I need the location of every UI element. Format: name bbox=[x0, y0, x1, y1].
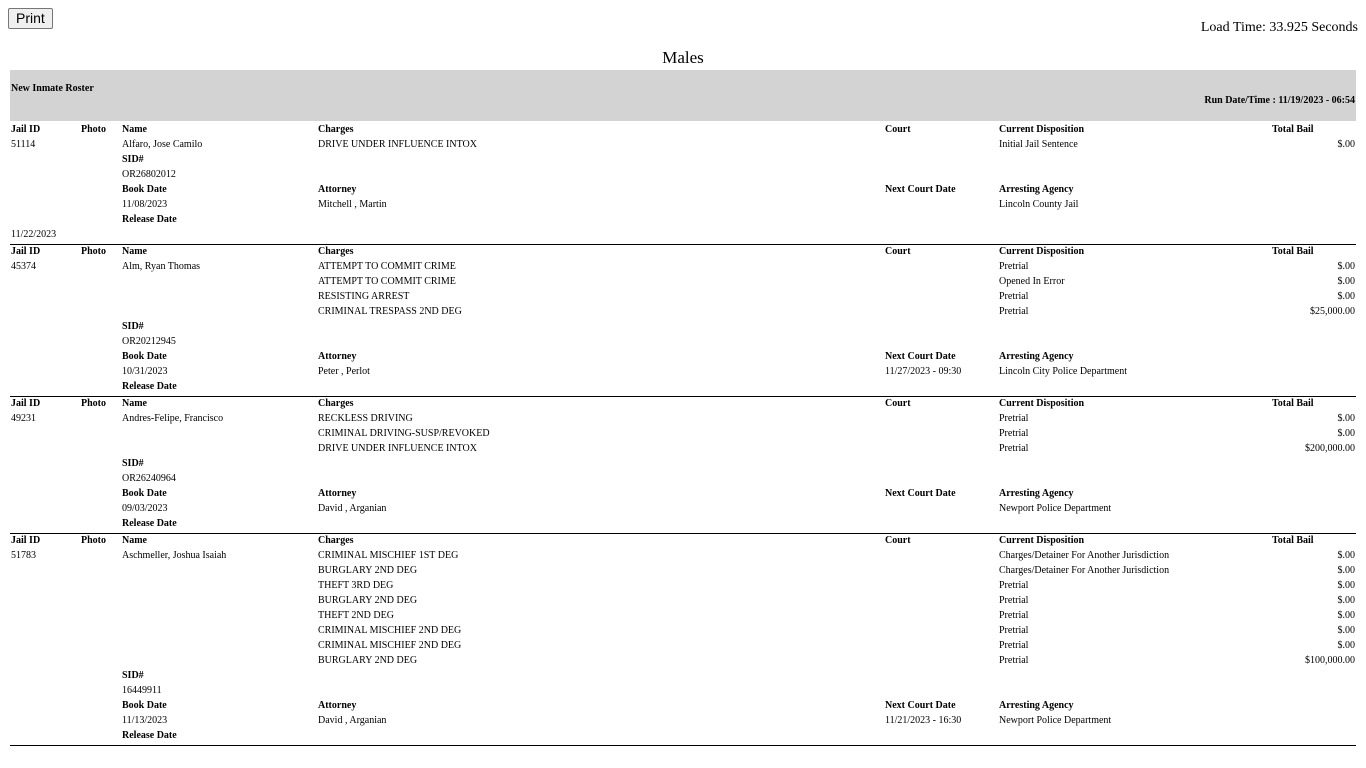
release-date-label: Release Date bbox=[122, 730, 177, 741]
charge-row bbox=[10, 306, 1356, 321]
arresting-agency-value: Newport Police Department bbox=[999, 503, 1112, 514]
disposition-text: Charges/Detainer For Another Jurisdiction bbox=[999, 565, 1170, 576]
disposition-text: Pretrial bbox=[999, 640, 1029, 651]
sid-label: SID# bbox=[122, 670, 144, 681]
jail-id-label: Jail ID bbox=[11, 246, 41, 257]
book-date-label: Book Date bbox=[122, 488, 167, 499]
next-court-date-label: Next Court Date bbox=[885, 700, 956, 711]
sid-label: SID# bbox=[122, 321, 144, 332]
book-date-label: Book Date bbox=[122, 351, 167, 362]
booking-value-row bbox=[10, 366, 1356, 381]
charge-row bbox=[10, 580, 1356, 595]
charge-row bbox=[10, 565, 1356, 580]
attorney-value: Mitchell , Martin bbox=[318, 199, 387, 210]
jail-id-label: Jail ID bbox=[11, 398, 41, 409]
bail-amount: $.00 bbox=[1337, 276, 1355, 287]
inmate-record bbox=[10, 246, 1356, 397]
arresting-agency-label: Arresting Agency bbox=[999, 351, 1074, 362]
sid-label: SID# bbox=[122, 458, 144, 469]
charge-text: THEFT 2ND DEG bbox=[318, 610, 394, 621]
bail-amount: $.00 bbox=[1337, 580, 1355, 591]
roster-title: New Inmate Roster bbox=[11, 83, 94, 94]
sid-value-row bbox=[10, 336, 1356, 351]
bail-amount: $100,000.00 bbox=[1305, 655, 1355, 666]
bail-amount: $.00 bbox=[1337, 640, 1355, 651]
inmate-record bbox=[10, 535, 1356, 746]
attorney-value: Peter , Perlot bbox=[318, 366, 370, 377]
disposition-text: Pretrial bbox=[999, 655, 1029, 666]
charge-text: CRIMINAL MISCHIEF 2ND DEG bbox=[318, 640, 462, 651]
disposition-text: Pretrial bbox=[999, 306, 1029, 317]
photo-label: Photo bbox=[81, 535, 106, 546]
sid-label-row bbox=[10, 458, 1356, 473]
charge-row bbox=[10, 413, 1356, 428]
bail-amount: $.00 bbox=[1337, 413, 1355, 424]
arresting-agency-label: Arresting Agency bbox=[999, 184, 1074, 195]
charges-label: Charges bbox=[318, 398, 354, 409]
release-label-row bbox=[10, 381, 1356, 396]
charge-text: DRIVE UNDER INFLUENCE INTOX bbox=[318, 443, 477, 454]
release-date-label: Release Date bbox=[122, 518, 177, 529]
section-title: Males bbox=[662, 48, 704, 67]
booking-value-row bbox=[10, 503, 1356, 518]
disposition-text: Charges/Detainer For Another Jurisdiction bbox=[999, 550, 1170, 561]
booking-header-row bbox=[10, 488, 1356, 503]
book-date-value: 09/03/2023 bbox=[122, 503, 168, 514]
book-date-value: 11/08/2023 bbox=[122, 199, 168, 210]
bail-amount: $.00 bbox=[1337, 625, 1355, 636]
charges-label: Charges bbox=[318, 535, 354, 546]
booking-value-row bbox=[10, 199, 1356, 214]
charge-row bbox=[10, 139, 1356, 154]
bail-amount: $.00 bbox=[1337, 550, 1355, 561]
release-label-row bbox=[10, 730, 1356, 745]
record-header-row bbox=[10, 398, 1356, 413]
court-label: Court bbox=[885, 246, 911, 257]
release-label-row bbox=[10, 214, 1356, 229]
record-header-row bbox=[10, 246, 1356, 261]
bail-amount: $200,000.00 bbox=[1305, 443, 1355, 454]
sid-label-row bbox=[10, 670, 1356, 685]
arresting-agency-label: Arresting Agency bbox=[999, 700, 1074, 711]
current-disposition-label: Current Disposition bbox=[999, 535, 1085, 546]
charge-text: BURGLARY 2ND DEG bbox=[318, 655, 418, 666]
disposition-text: Pretrial bbox=[999, 580, 1029, 591]
bail-amount: $.00 bbox=[1337, 565, 1355, 576]
next-court-date-value: 11/27/2023 - 09:30 bbox=[885, 366, 962, 377]
bail-amount: $.00 bbox=[1337, 139, 1355, 150]
jail-id-value: 51783 bbox=[11, 550, 36, 561]
sid-label-row bbox=[10, 154, 1356, 169]
attorney-label: Attorney bbox=[318, 488, 357, 499]
disposition-text: Pretrial bbox=[999, 291, 1029, 302]
booking-header-row bbox=[10, 700, 1356, 715]
bail-amount: $.00 bbox=[1337, 291, 1355, 302]
jail-id-label: Jail ID bbox=[11, 124, 41, 135]
booking-header-row bbox=[10, 184, 1356, 199]
load-time-text: Load Time: 33.925 Seconds bbox=[1200, 20, 1358, 35]
disposition-text: Pretrial bbox=[999, 595, 1029, 606]
inmate-name: Andres-Felipe, Francisco bbox=[122, 413, 224, 424]
jail-id-label: Jail ID bbox=[11, 535, 41, 546]
charge-text: THEFT 3RD DEG bbox=[318, 580, 394, 591]
run-datetime: Run Date/Time : 11/19/2023 - 06:54 bbox=[1204, 95, 1355, 106]
sid-value-row bbox=[10, 685, 1356, 700]
booking-header-row bbox=[10, 351, 1356, 366]
charge-text: RESISTING ARREST bbox=[318, 291, 410, 302]
photo-label: Photo bbox=[81, 246, 106, 257]
record-header-row bbox=[10, 124, 1356, 139]
photo-label: Photo bbox=[81, 124, 106, 135]
name-label: Name bbox=[122, 535, 147, 546]
bail-amount: $25,000.00 bbox=[1310, 306, 1355, 317]
disposition-text: Opened In Error bbox=[999, 276, 1065, 287]
charge-row bbox=[10, 640, 1356, 655]
next-court-date-label: Next Court Date bbox=[885, 184, 956, 195]
disposition-text: Pretrial bbox=[999, 428, 1029, 439]
inmate-name: Alm, Ryan Thomas bbox=[122, 261, 201, 272]
charge-row bbox=[10, 428, 1356, 443]
charge-text: ATTEMPT TO COMMIT CRIME bbox=[318, 261, 456, 272]
book-date-label: Book Date bbox=[122, 184, 167, 195]
charge-row bbox=[10, 625, 1356, 640]
attorney-value: David , Arganian bbox=[318, 503, 387, 514]
disposition-text: Pretrial bbox=[999, 443, 1029, 454]
name-label: Name bbox=[122, 246, 147, 257]
charge-row bbox=[10, 550, 1356, 565]
name-label: Name bbox=[122, 398, 147, 409]
current-disposition-label: Current Disposition bbox=[999, 246, 1085, 257]
jail-id-value: 49231 bbox=[11, 413, 36, 424]
next-court-date-label: Next Court Date bbox=[885, 488, 956, 499]
bail-amount: $.00 bbox=[1337, 610, 1355, 621]
arresting-agency-value: Newport Police Department bbox=[999, 715, 1112, 726]
disposition-text: Pretrial bbox=[999, 413, 1029, 424]
disposition-text: Initial Jail Sentence bbox=[999, 139, 1078, 150]
record-header-row bbox=[10, 535, 1356, 550]
sid-value: OR26802012 bbox=[122, 169, 176, 180]
bail-amount: $.00 bbox=[1337, 261, 1355, 272]
attorney-value: David , Arganian bbox=[318, 715, 387, 726]
sid-value-row bbox=[10, 473, 1356, 488]
court-label: Court bbox=[885, 398, 911, 409]
jail-id-value: 45374 bbox=[11, 261, 36, 272]
court-label: Court bbox=[885, 535, 911, 546]
sid-label: SID# bbox=[122, 154, 144, 165]
charge-row bbox=[10, 610, 1356, 625]
disposition-text: Pretrial bbox=[999, 610, 1029, 621]
charge-text: ATTEMPT TO COMMIT CRIME bbox=[318, 276, 456, 287]
name-label: Name bbox=[122, 124, 147, 135]
total-bail-label: Total Bail bbox=[1272, 398, 1314, 409]
inmate-name: Alfaro, Jose Camilo bbox=[122, 139, 203, 150]
sid-label-row bbox=[10, 321, 1356, 336]
current-disposition-label: Current Disposition bbox=[999, 398, 1085, 409]
charge-text: CRIMINAL MISCHIEF 1ST DEG bbox=[318, 550, 459, 561]
total-bail-label: Total Bail bbox=[1272, 535, 1314, 546]
inmate-name: Aschmeller, Joshua Isaiah bbox=[122, 550, 227, 561]
photo-label: Photo bbox=[81, 398, 106, 409]
inmate-roster bbox=[10, 124, 1356, 747]
print-button[interactable]: Print bbox=[8, 8, 53, 29]
total-bail-label: Total Bail bbox=[1272, 246, 1314, 257]
roster-header bbox=[10, 70, 1356, 121]
release-date-label: Release Date bbox=[122, 214, 177, 225]
disposition-text: Pretrial bbox=[999, 261, 1029, 272]
charge-row bbox=[10, 443, 1356, 458]
charges-label: Charges bbox=[318, 246, 354, 257]
charge-text: BURGLARY 2ND DEG bbox=[318, 565, 418, 576]
attorney-label: Attorney bbox=[318, 700, 357, 711]
charge-text: BURGLARY 2ND DEG bbox=[318, 595, 418, 606]
release-date-label: Release Date bbox=[122, 381, 177, 392]
attorney-label: Attorney bbox=[318, 351, 357, 362]
sid-value-row bbox=[10, 169, 1356, 184]
total-bail-label: Total Bail bbox=[1272, 124, 1314, 135]
book-date-label: Book Date bbox=[122, 700, 167, 711]
court-label: Court bbox=[885, 124, 911, 135]
arresting-agency-value: Lincoln County Jail bbox=[999, 199, 1079, 210]
booking-value-row bbox=[10, 715, 1356, 730]
book-date-value: 11/13/2023 bbox=[122, 715, 168, 726]
disposition-text: Pretrial bbox=[999, 625, 1029, 636]
charge-text: CRIMINAL TRESPASS 2ND DEG bbox=[318, 306, 462, 317]
release-value-row bbox=[10, 229, 1356, 244]
next-court-date-label: Next Court Date bbox=[885, 351, 956, 362]
charge-text: CRIMINAL MISCHIEF 2ND DEG bbox=[318, 625, 462, 636]
release-label-row bbox=[10, 518, 1356, 533]
release-date-value: 11/22/2023 bbox=[11, 229, 57, 240]
charge-text: RECKLESS DRIVING bbox=[318, 413, 413, 424]
inmate-record bbox=[10, 398, 1356, 534]
charge-row bbox=[10, 261, 1356, 276]
charges-label: Charges bbox=[318, 124, 354, 135]
arresting-agency-label: Arresting Agency bbox=[999, 488, 1074, 499]
current-disposition-label: Current Disposition bbox=[999, 124, 1085, 135]
bail-amount: $.00 bbox=[1337, 595, 1355, 606]
jail-id-value: 51114 bbox=[11, 139, 36, 150]
arresting-agency-value: Lincoln City Police Department bbox=[999, 366, 1128, 377]
charge-text: DRIVE UNDER INFLUENCE INTOX bbox=[318, 139, 477, 150]
sid-value: OR20212945 bbox=[122, 336, 176, 347]
next-court-date-value: 11/21/2023 - 16:30 bbox=[885, 715, 962, 726]
inmate-record bbox=[10, 124, 1356, 245]
charge-text: CRIMINAL DRIVING-SUSP/REVOKED bbox=[318, 428, 490, 439]
charge-row bbox=[10, 595, 1356, 610]
bail-amount: $.00 bbox=[1337, 428, 1355, 439]
sid-value: 16449911 bbox=[122, 685, 162, 696]
book-date-value: 10/31/2023 bbox=[122, 366, 168, 377]
charge-row bbox=[10, 276, 1356, 291]
sid-value: OR26240964 bbox=[122, 473, 176, 484]
charge-row bbox=[10, 291, 1356, 306]
charge-row bbox=[10, 655, 1356, 670]
attorney-label: Attorney bbox=[318, 184, 357, 195]
